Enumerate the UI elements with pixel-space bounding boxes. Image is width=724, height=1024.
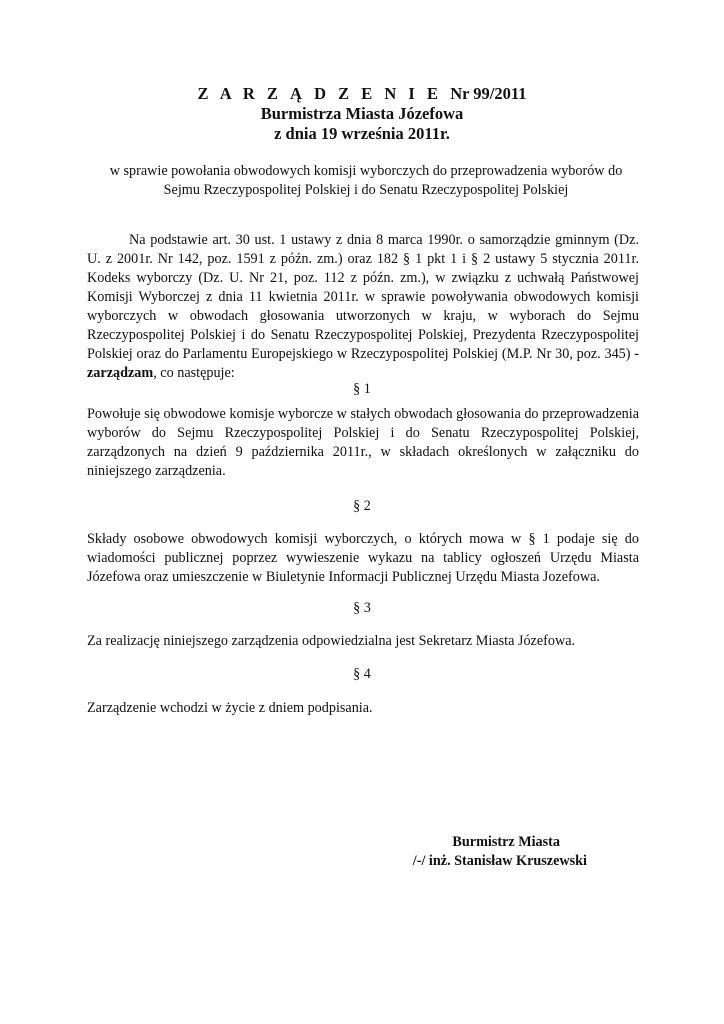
- document-type: Z A R Z Ą D Z E N I E: [197, 84, 442, 103]
- preamble-tail: , co następuje:: [153, 365, 235, 381]
- document-date: z dnia 19 września 2011r.: [274, 124, 450, 143]
- document-title: [0, 84, 724, 104]
- section-mark-1: § 1: [353, 381, 371, 397]
- signature-name: /-/ inż. Stanisław Kruszewski: [412, 853, 587, 869]
- section-text-3: Za realizację niniejszego zarządzenia odpowiedzialna jest Sekretarz Miasta Józefowa.: [87, 633, 576, 649]
- section-mark-4: § 4: [353, 666, 371, 682]
- section-text-1: Powołuje się obwodowe komisje wyborcze w stałych obwodach głosowania do przeprowadzenia wyborów do Sejmu Rzeczypospolitej Polskiej i do Senatu Rzeczypospolitej Polskiej, zarządzonych na dzień 9 października 2011r., w składach określonych w załączniku do niniejszego zarządzenia.: [87, 406, 639, 479]
- section-text-2: Składy osobowe obwodowych komisji wyborczych, o których mowa w § 1 podaje się do wiadomości publicznej poprzez wywieszenie wykazu na tablicy ogłoszeń Urzędu Miasta Józefowa oraz umieszczenie w Biuletynie Informacji Publicznej Urzędu Miasta Jozefowa.: [87, 531, 639, 585]
- document-issuer: Burmistrza Miasta Józefowa: [260, 104, 464, 123]
- section-mark-3: § 3: [353, 600, 371, 616]
- document-number: Nr 99/2011: [450, 84, 527, 103]
- document-header: [0, 84, 724, 144]
- preamble-paragraph: [87, 231, 639, 383]
- preamble-bold-word: zarządzam: [87, 365, 154, 381]
- document-subject: w sprawie powołania obwodowych komisji wyborczych do przeprowadzenia wyborów do Sejmu Rzeczypospolitej Polskiej i do Senatu Rzeczypospolitej Polskiej: [109, 163, 623, 198]
- section-mark-2: § 2: [353, 498, 371, 514]
- preamble-text: Na podstawie art. 30 ust. 1 ustawy z dnia 8 marca 1990r. o samorządzie gminnym (Dz. U. z 2001r. Nr 142, poz. 1591 z późn. zm.) oraz 182 § 1 pkt 1 i § 2 ustawy 5 stycznia 2011r. Kodeks wyborczy (Dz. U. Nr 21, poz. 112 z późn. zm.), w związku z uchwałą Państwowej Komisji Wyborczej z dnia 11 kwietnia 2011r. w sprawie powoływania obwodowych komisji wyborczych w obwodach głosowania utworzonych w kraju, w wyborach do Sejmu Rzeczypospolitej Polskiej i do Senatu Rzeczypospolitej Polskiej, Prezydenta Rzeczypospolitej Polskiej oraz do Parlamentu Europejskiego w Rzeczypospolitej Polskiej (M.P. Nr 30, poz. 345) -: [87, 232, 639, 362]
- signature-title: Burmistrz Miasta: [452, 834, 560, 850]
- section-text-4: Zarządzenie wchodzi w życie z dniem podpisania.: [87, 700, 373, 716]
